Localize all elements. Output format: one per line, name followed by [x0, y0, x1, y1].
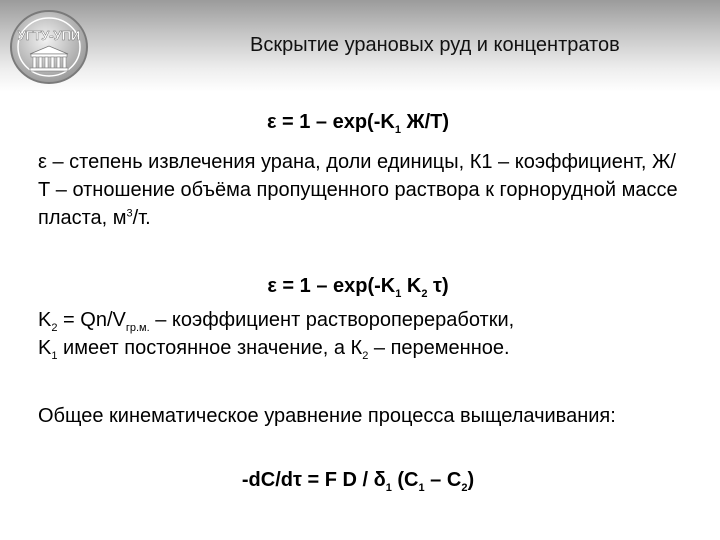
para-2-v-sub: гр.м. — [125, 322, 150, 334]
para-2-desc1: – коэффициент растворопереработки, — [149, 309, 515, 331]
para-2-k2b-sub: 2 — [362, 350, 369, 362]
formula-3-tail: ) — [467, 469, 475, 491]
formula-2-tail: τ) — [427, 275, 449, 297]
formula-kinetic — [38, 466, 678, 494]
university-logo-icon — [8, 8, 90, 86]
definition-paragraph-1 — [38, 148, 678, 232]
para-2-desc2: имеет постоянное значение, а К — [57, 337, 363, 359]
para-2-eq: = Qn/V — [57, 309, 126, 331]
para-1-text-a: ε – степень извлечения урана, доли единицы, К1 – коэффициент, Ж/Т – отношение объёма пропущенного раствора к горнорудной массе пласта, м — [38, 151, 678, 229]
formula-3-sub3: 2 — [461, 482, 468, 494]
formula-3-sub1: 1 — [385, 482, 392, 494]
para-1-text-b: /т. — [132, 207, 151, 229]
formula-3-sub2: 1 — [418, 482, 425, 494]
kinetic-equation-intro: Общее кинематическое уравнение процесса выщелачивания: — [38, 405, 616, 427]
formula-time-dependent — [38, 272, 678, 300]
para-2-k2: K — [38, 309, 52, 331]
slide-title: Вскрытие урановых руд и концентратов — [250, 34, 620, 56]
para-2-k1-sub: 1 — [51, 350, 58, 362]
university-logo — [8, 8, 90, 86]
formula-2-sub2: 2 — [421, 288, 428, 300]
formula-2-mid: K — [401, 275, 422, 297]
formula-3-lead: -dC/dτ = F D / δ — [241, 469, 386, 491]
para-2-k2-sub: 2 — [51, 322, 58, 334]
definition-paragraph-2 — [38, 306, 678, 362]
formula-1-sub: 1 — [394, 124, 401, 136]
formula-3-dash: – C — [424, 469, 462, 491]
para-2-k1: K — [38, 337, 52, 359]
formula-2-sub1: 1 — [395, 288, 402, 300]
para-1-sup: 3 — [126, 207, 133, 220]
formula-1-lead: ε = 1 – exp(-K — [266, 111, 395, 133]
formula-3-mid: (C — [391, 469, 419, 491]
formula-2-lead: ε = 1 – exp(-K — [267, 275, 396, 297]
formula-extraction-ratio — [38, 108, 678, 136]
logo-text: УГТУ-УПИ — [17, 28, 81, 43]
formula-1-tail: Ж/Т) — [400, 111, 450, 133]
para-2-desc3: – переменное. — [368, 337, 510, 359]
